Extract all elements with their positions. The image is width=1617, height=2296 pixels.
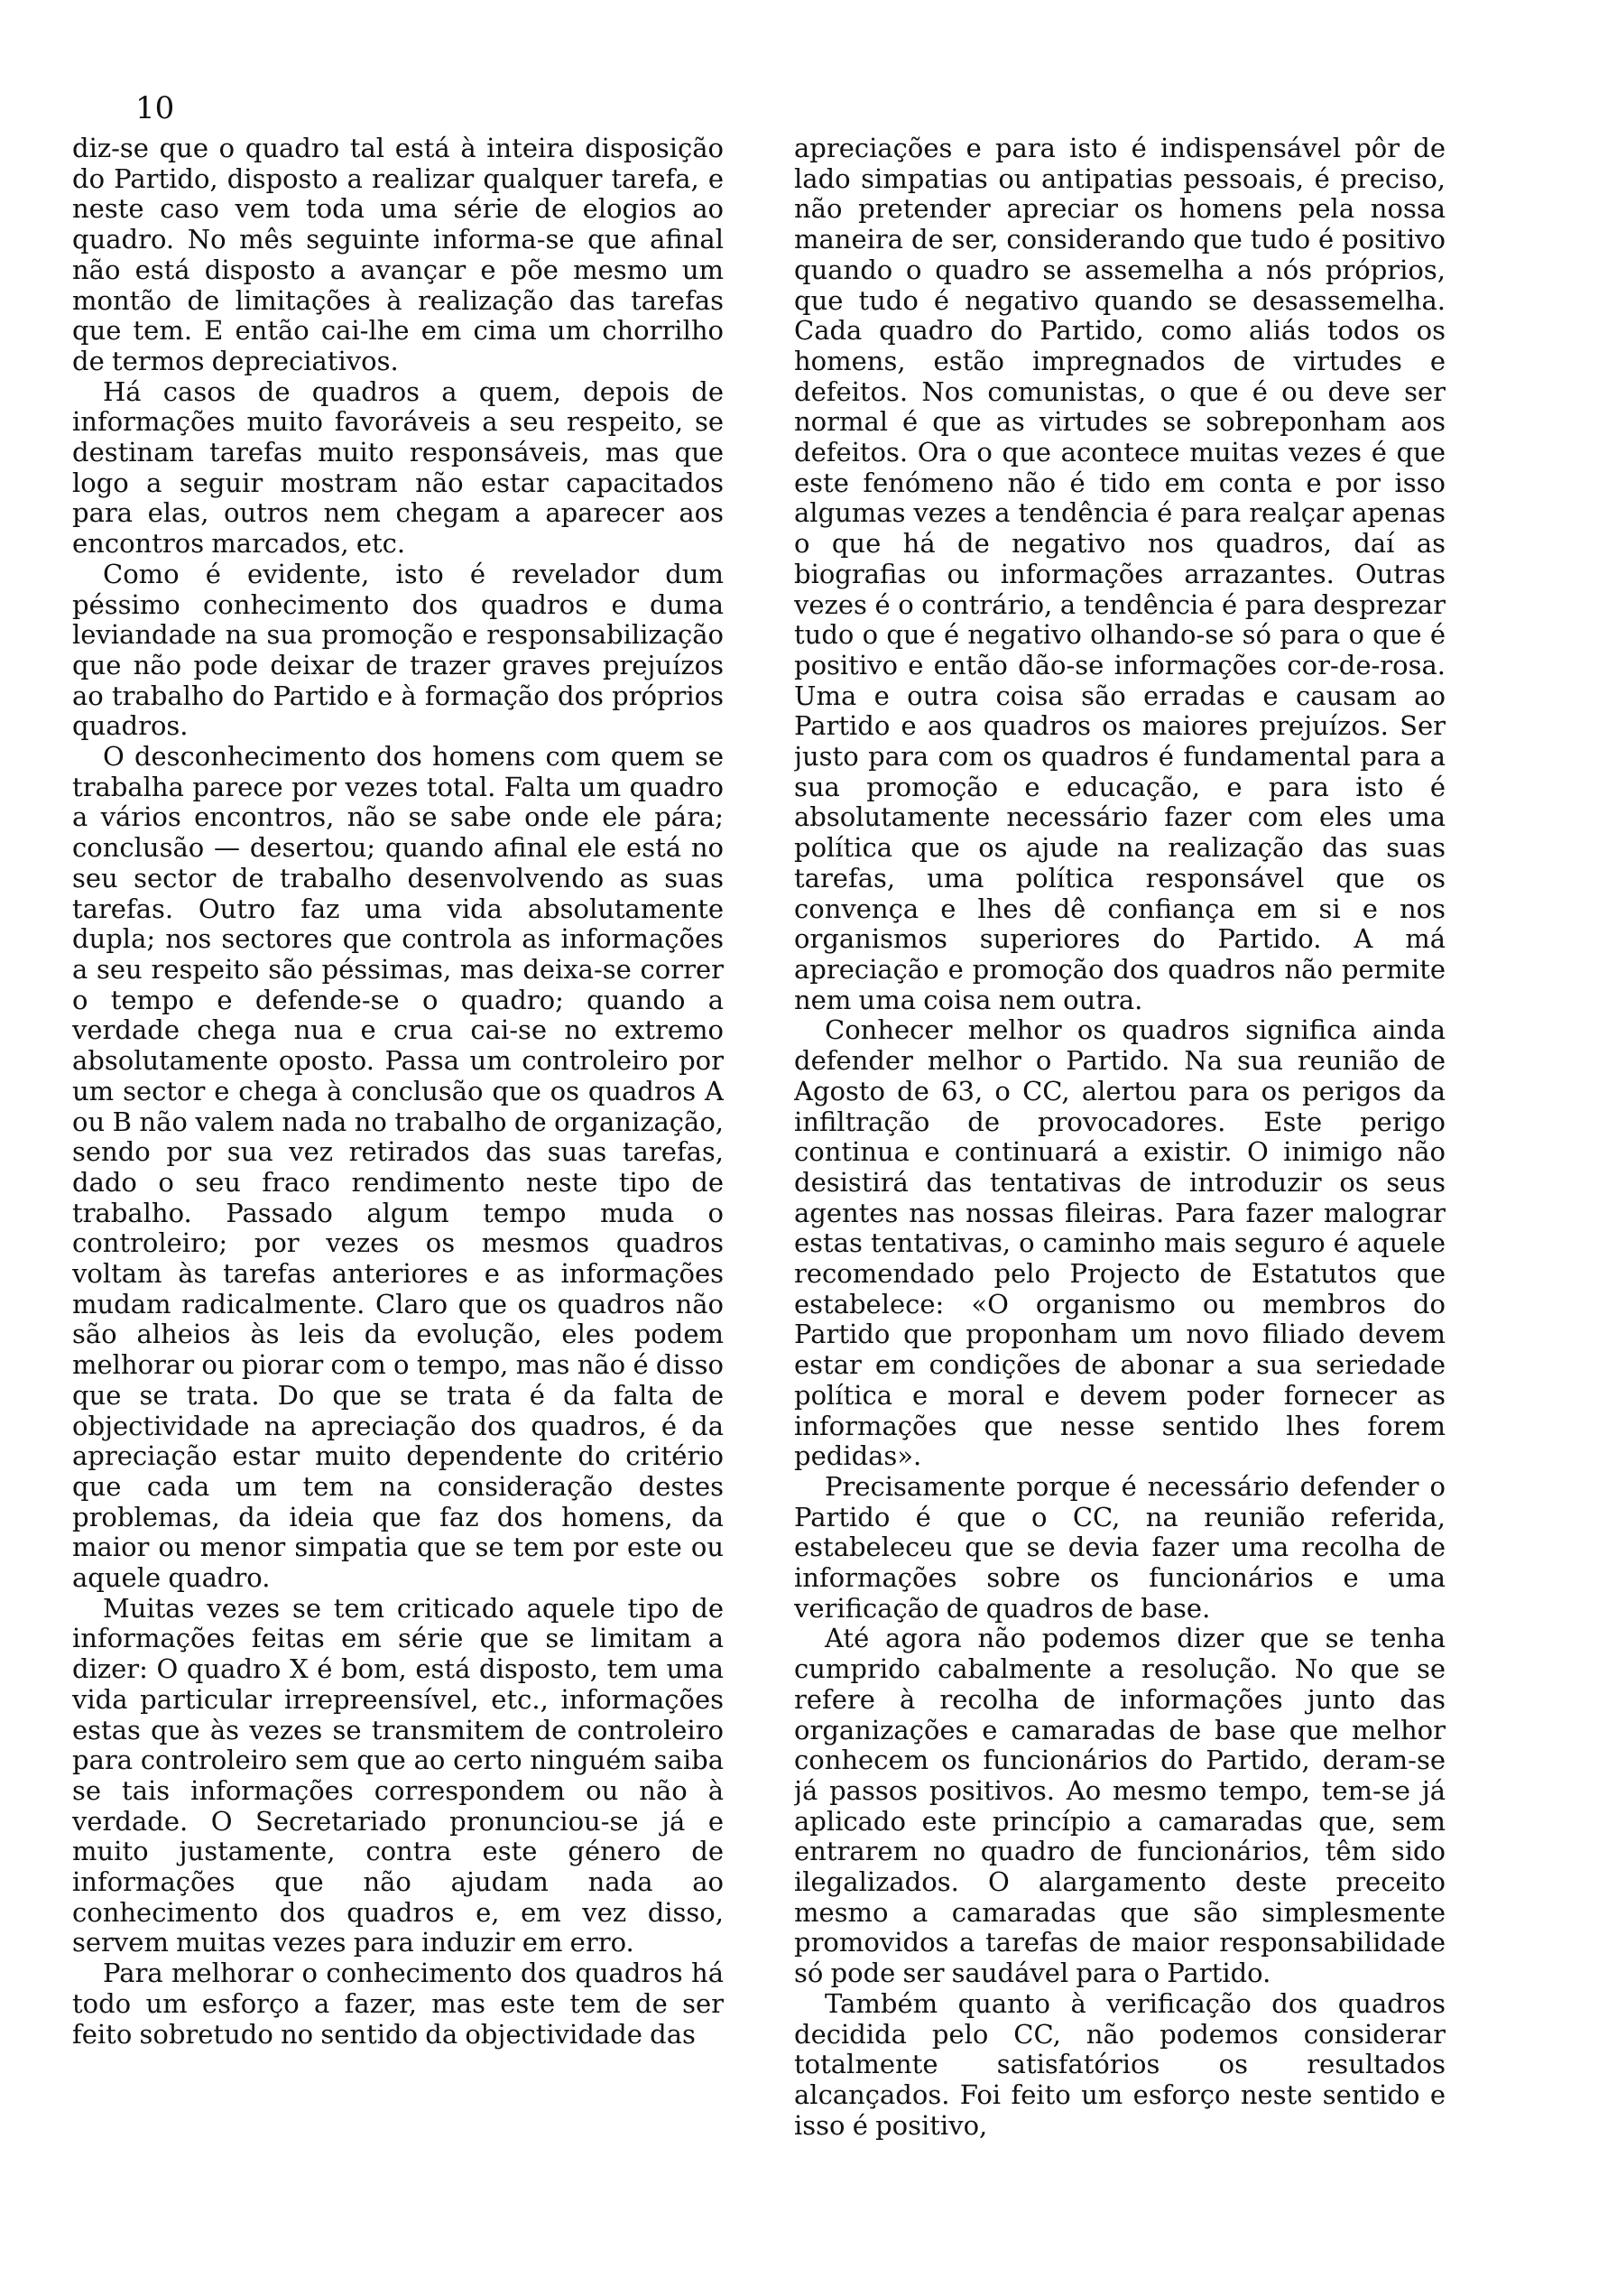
left-column [72, 134, 724, 2264]
right-column [794, 134, 1446, 2264]
paragraph: diz-se que o quadro tal está à inteira disposição do Partido, disposto a realizar qualquer tarefa, e neste caso vem toda uma série de elogios ao quadro. No mês seguinte informa-se que afinal não está disposto a avançar e põe mesmo um montão de limitações à realização das tarefas que tem. E então cai-lhe em cima um chorrilho de termos depreciativos. [72, 134, 724, 376]
paragraph: Para melhorar o conhecimento dos quadros há todo um esforço a fazer, mas este tem de ser feito sobretudo no sentido da objectividade das [72, 1958, 724, 2050]
paragraph: Até agora não podemos dizer que se tenha cumprido cabalmente a resolução. No que se refere à recolha de informações junto das organizações e camaradas de base que melhor conhecem os funcionários do Partido, deram-se já passos positivos. Ao mesmo tempo, tem-se já aplicado este princípio a camaradas que, sem entrarem no quadro de funcionários, têm sido ilegalizados. O alargamento deste preceito mesmo a camaradas que são simplesmente promovidos a tarefas de maior responsabilidade só pode ser saudável para o Partido. [794, 1623, 1446, 1989]
paragraph: Precisamente porque é necessário defender o Partido é que o CC, na reunião referida, estabeleceu que se devia fazer uma recolha de informações sobre os funcionários e uma verificação de quadros de base. [794, 1470, 1446, 1624]
paragraph: apreciações e para isto é indispensável pôr de lado simpatias ou antipatias pessoais, é preciso, não pretender apreciar os homens pela nossa maneira de ser, considerando que tudo é positivo quando o quadro se assemelha a nós próprios, que tudo é negativo quando se desassemelha. Cada quadro do Partido, como aliás todos os homens, estão impregnados de virtudes e defeitos. Nos comunistas, o que é ou deve ser normal é que as virtudes se sobreponham aos defeitos. Ora o que acontece muitas vezes é que este fenómeno não é tido em conta e por isso algumas vezes a tendência é para realçar apenas o que há de negativo nos quadros, daí as biografias ou informações arrazantes. Outras vezes é o contrário, a tendência é para desprezar tudo o que é negativo olhando-se só para o que é positivo e então dão-se informações cor-de-rosa. Uma e outra coisa são erradas e causam ao Partido e aos quadros os maiores prejuízos. Ser justo para com os quadros é fundamental para a sua promoção e educação, e para isto é absolutamente necessário fazer com eles uma política que os ajude na realização das suas tarefas, uma política responsável que os convença e lhes dê confiança em si e nos organismos superiores do Partido. A má apreciação e promoção dos quadros não permite nem uma coisa nem outra. [794, 134, 1446, 1015]
paragraph: Conhecer melhor os quadros significa ainda defender melhor o Partido. Na sua reunião de Agosto de 63, o CC, alertou para os perigos da infiltração de provocadores. Este perigo continua e continuará a existir. O inimigo não desistirá das tentativas de introduzir os seus agentes nas nossas fileiras. Para fazer malograr estas tentativas, o caminho mais seguro é aquele recomendado pelo Projecto de Estatutos que estabelece: «O organismo ou membros do Partido que proponham um novo filiado devem estar em condições de abonar a sua seriedade política e moral e devem poder fornecer as informações que nesse sentido lhes forem pedidas». [794, 1014, 1446, 1472]
paragraph: Também quanto à verificação dos quadros decidida pelo CC, não podemos considerar totalmente satisfatórios os resultados alcançados. Foi feito um esforço neste sentido e isso é positivo, [794, 1987, 1446, 2141]
paragraph: Como é evidente, isto é revelador dum péssimo conhecimento dos quadros e duma leviandade na sua promoção e responsabilização que não pode deixar de trazer graves prejuízos ao trabalho do Partido e à formação dos próprios quadros. [72, 558, 724, 742]
paragraph: Há casos de quadros a quem, depois de informações muito favoráveis a seu respeito, se destinam tarefas muito responsáveis, mas que logo a seguir mostram não estar capacitados para elas, outros nem chegam a aparecer aos encontros marcados, etc. [72, 375, 724, 560]
paragraph: Muitas vezes se tem criticado aquele tipo de informações feitas em série que se limitam a dizer: O quadro X é bom, está disposto, tem uma vida particular irrepreensível, etc., informações estas que às vezes se transmitem de controleiro para controleiro sem que ao certo ninguém saiba se tais informações correspondem ou não à verdade. O Secretariado pronunciou-se já e muito justamente, contra este género de informações que não ajudam nada ao conhecimento dos quadros e, em vez disso, servem muitas vezes para induzir em erro. [72, 1592, 724, 1958]
page-number: 10 [135, 90, 175, 126]
paragraph: O desconhecimento dos homens com quem se trabalha parece por vezes total. Falta um quadro a vários encontros, não se sabe onde ele pára; conclusão — desertou; quando afinal ele está no seu sector de trabalho desenvolvendo as suas tarefas. Outro faz uma vida absolutamente dupla; nos sectores que controla as informações a seu respeito são péssimas, mas deixa-se correr o tempo e defende-se o quadro; quando a verdade chega nua e crua cai-se no extremo absolutamente oposto. Passa um controleiro por um sector e chega à conclusão que os quadros A ou B não valem nada no trabalho de organização, sendo por sua vez retirados das suas tarefas, dado o seu fraco rendimento neste tipo de trabalho. Passado algum tempo muda o controleiro; por vezes os mesmos quadros voltam às tarefas anteriores e as informações mudam radicalmente. Claro que os quadros não são alheios às leis da evolução, eles podem melhorar ou piorar com o tempo, mas não é disso que se trata. Do que se trata é da falta de objectividade na apreciação dos quadros, é da apreciação estar muito dependente do critério que cada um tem na consideração destes problemas, da ideia que faz dos homens, da maior ou menor simpatia que se tem por este ou aquele quadro. [72, 741, 724, 1594]
